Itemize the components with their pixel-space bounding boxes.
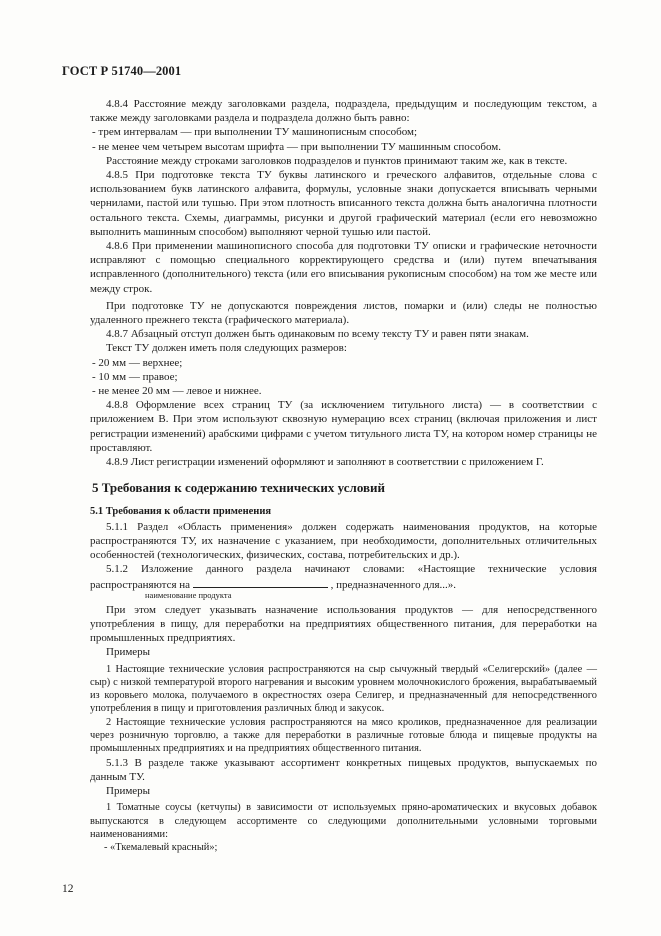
- paragraph-4-8-7: 4.8.7 Абзацный отступ должен быть одинаковым по всему тексту ТУ и равен пяти знакам.: [106, 328, 529, 341]
- page-number: 12: [62, 883, 74, 895]
- paragraph-text: Расстояние между строками заголовков подразделов и пунктов принимают таким же, как в тексте.: [106, 154, 568, 167]
- list-item: - не менее чем четырем высотам шрифта — при выполнении ТУ машинным способом.: [92, 140, 501, 153]
- subsection-heading: 5.1 Требования к области применения: [90, 506, 272, 518]
- paragraph-text: При подготовке ТУ не допускаются повреждения листов, помарки и (или) следы не полностью удаленного прежнего текста (графического материала).: [90, 299, 597, 327]
- paragraph-5-1-1: 5.1.1 Раздел «Область применения» должен содержать наименования продуктов, на которые распространяются ТУ, их назначение с указанием, при необходимости, дополнительных отличительных особенностей (технологических, физических, состава, потребительских и др.).: [90, 520, 597, 562]
- examples-label: Примеры: [106, 785, 151, 797]
- paragraph-text: , предназначенного для...».: [330, 578, 457, 591]
- section-heading: 5 Требования к содержанию технических условий: [92, 480, 385, 496]
- list-item: - 10 мм — правое;: [92, 370, 178, 383]
- standard-header: ГОСТ Р 51740—2001: [62, 64, 182, 78]
- list-item: - не менее 20 мм — левое и нижнее.: [92, 385, 262, 398]
- paragraph-4-8-8: 4.8.8 Оформление всех страниц ТУ (за исключением титульного листа) — в соответствии с приложением В. При этом используют сквозную нумерацию всех страниц (включая приложения и лист регистрации изменений) арабскими цифрами с учетом титульного листа ТУ, на котором номер страницы не проставляют.: [90, 399, 597, 454]
- paragraph-text: Текст ТУ должен иметь поля следующих размеров:: [106, 342, 347, 355]
- paragraph-4-8-6: 4.8.6 При применении машинописного способа для подготовки ТУ описки и графические неточности исправляют с помощью специального корректирующего средства и (или) путем впечатывания исправленного (дополнительного) текста (или его вписывания рукописным способом) на том же месте или между строк.: [90, 240, 597, 295]
- list-item: - трем интервалам — при выполнении ТУ машинописным способом;: [92, 126, 418, 139]
- page-body: [90, 97, 597, 854]
- example-3: 1 Томатные соусы (кетчупы) в зависимости от используемых пряно-ароматических и вкусовых добавок выпускаются в следующем ассортименте со следующими дополнительными условными торговыми наименованиями:: [90, 802, 597, 840]
- paragraph-text: При этом следует указывать назначение использования продуктов — для непосредственного употребления в пищу, для переработки на предприятиях общественного питания, для переработки на промышленных предприятиях.: [90, 603, 597, 645]
- paragraph-4-8-5: 4.8.5 При подготовке текста ТУ буквы латинского и греческого алфавитов, отдельные слова с использованием букв латинского алфавита, формулы, условные знаки допускается вписывать черными чернилами, пастой или тушью. При этом плотность вписанного текста должна быть аналогична плотности остального текста. Схемы, диаграммы, рисунки и другой графический материал (если его невозможно выполнить машинным способом) выполняют черной тушью или пастой.: [90, 169, 597, 238]
- example-1: 1 Настоящие технические условия распространяются на сыр сычужный твердый «Селигерский» (далее — сыр) с низкой температурой второго нагревания и высоким уровнем молочнокислого брожения, вырабатываемый из коровьего молока, получаемого в окрестностях озера Селигер, и предназначенный для непосредственного употребления в пищу и приготовления различных блюд и закусок.: [90, 663, 597, 715]
- paragraph-4-8-4: 4.8.4 Расстояние между заголовками раздела, подраздела, предыдущим и последующим текстом, а также между заголовками раздела и подраздела должно быть равно:: [90, 98, 597, 125]
- fill-in-line: [193, 577, 328, 588]
- list-item: - 20 мм — верхнее;: [92, 356, 183, 369]
- example-2: 2 Настоящие технические условия распространяются на мясо кроликов, предназначенное для реализации через розничную торговлю, а также для переработки в различные готовые блюда и пищевые продукты на промышленных предприятиях и на предприятиях общественного питания.: [90, 716, 597, 755]
- paragraph-text: 5.1.2 Изложение данного раздела начинают словами: «Настоящие технические условия распространяются на: [90, 563, 597, 591]
- paragraph-4-8-9: 4.8.9 Лист регистрации изменений оформляют и заполняют в соответствии с приложением Г.: [106, 456, 544, 469]
- paragraph-5-1-3: 5.1.3 В разделе также указывают ассортимент конкретных пищевых продуктов, выпускаемых по данным ТУ.: [90, 756, 597, 783]
- fill-in-caption: наименование продукта: [145, 589, 232, 600]
- paragraph-5-1-2: [90, 562, 597, 591]
- list-item: - «Ткемалевый красный»;: [104, 842, 218, 854]
- examples-label: Примеры: [106, 646, 151, 659]
